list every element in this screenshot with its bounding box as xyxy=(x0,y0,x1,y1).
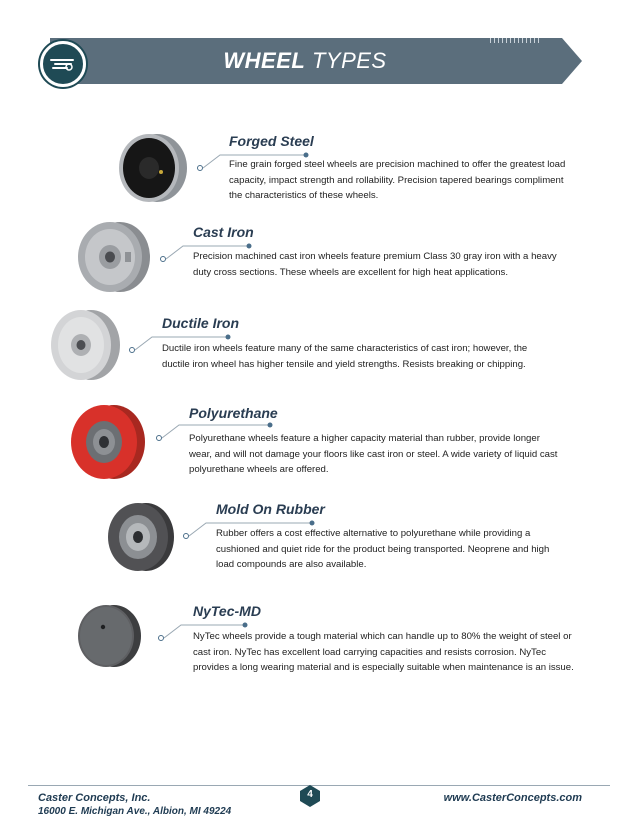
wheel-title: Polyurethane xyxy=(189,405,278,421)
caster-concepts-logo xyxy=(40,41,86,87)
wheel-description: Ductile iron wheels feature many of the same characteristics of cast iron; however, the ductile iron wheel has higher tensile and yield strengths. Resists breaking or chipping. xyxy=(162,343,528,370)
footer-company: Caster Concepts, Inc. xyxy=(38,792,151,804)
page-title: WHEEL TYPES xyxy=(223,48,387,73)
header-banner xyxy=(28,38,582,84)
wheel-description: NyTec wheels provide a tough material which can handle up to 80% the weight of steel or cast iron. NyTec has excellent load carrying capacities and resists corrosion. NyTec provides a long wearing material and is especially suitable when maintenance is an issue. xyxy=(193,631,574,673)
wheel-description: Fine grain forged steel wheels are precision machined to offer the greatest load capacity, impact strength and rollability. Precision tapered bearings compliment the characteristics of these wheels. xyxy=(229,159,566,201)
wheel-description: Precision machined cast iron wheels feature premium Class 30 gray iron with a heavy duty cross sections. These wheels are excellent for high heat applications. xyxy=(193,251,557,278)
wheel-title: Mold On Rubber xyxy=(216,501,325,517)
wheel-title: Ductile Iron xyxy=(162,315,240,331)
rubber-wheel-icon xyxy=(106,500,178,574)
wheel-title: Cast Iron xyxy=(193,224,254,240)
wheel-title: NyTec-MD xyxy=(193,603,261,619)
nytec-wheel-icon xyxy=(76,603,146,669)
cast-iron-wheel-icon xyxy=(70,220,154,294)
wheel-title: Forged Steel xyxy=(229,133,314,149)
page-number: 4 xyxy=(307,789,313,800)
wheel-description: Rubber offers a cost effective alternative to polyurethane while providing a cushioned and quiet ride for the product being transported. Neoprene and high load compounds are also available. xyxy=(216,528,550,570)
footer-address: 16000 E. Michigan Ave., Albion, MI 49224 xyxy=(38,806,232,817)
wheel-description: Polyurethane wheels feature a higher capacity material than rubber, provide longer wear, and will not damage your floors like cast iron or steel. A wide variety of liquid cast polyurethane wheels are offered. xyxy=(189,433,558,475)
polyurethane-wheel-icon xyxy=(68,402,148,482)
forged-steel-wheel-icon xyxy=(113,132,189,204)
footer-website-link[interactable]: www.CasterConcepts.com xyxy=(443,792,582,804)
ductile-iron-wheel-icon xyxy=(47,308,123,382)
